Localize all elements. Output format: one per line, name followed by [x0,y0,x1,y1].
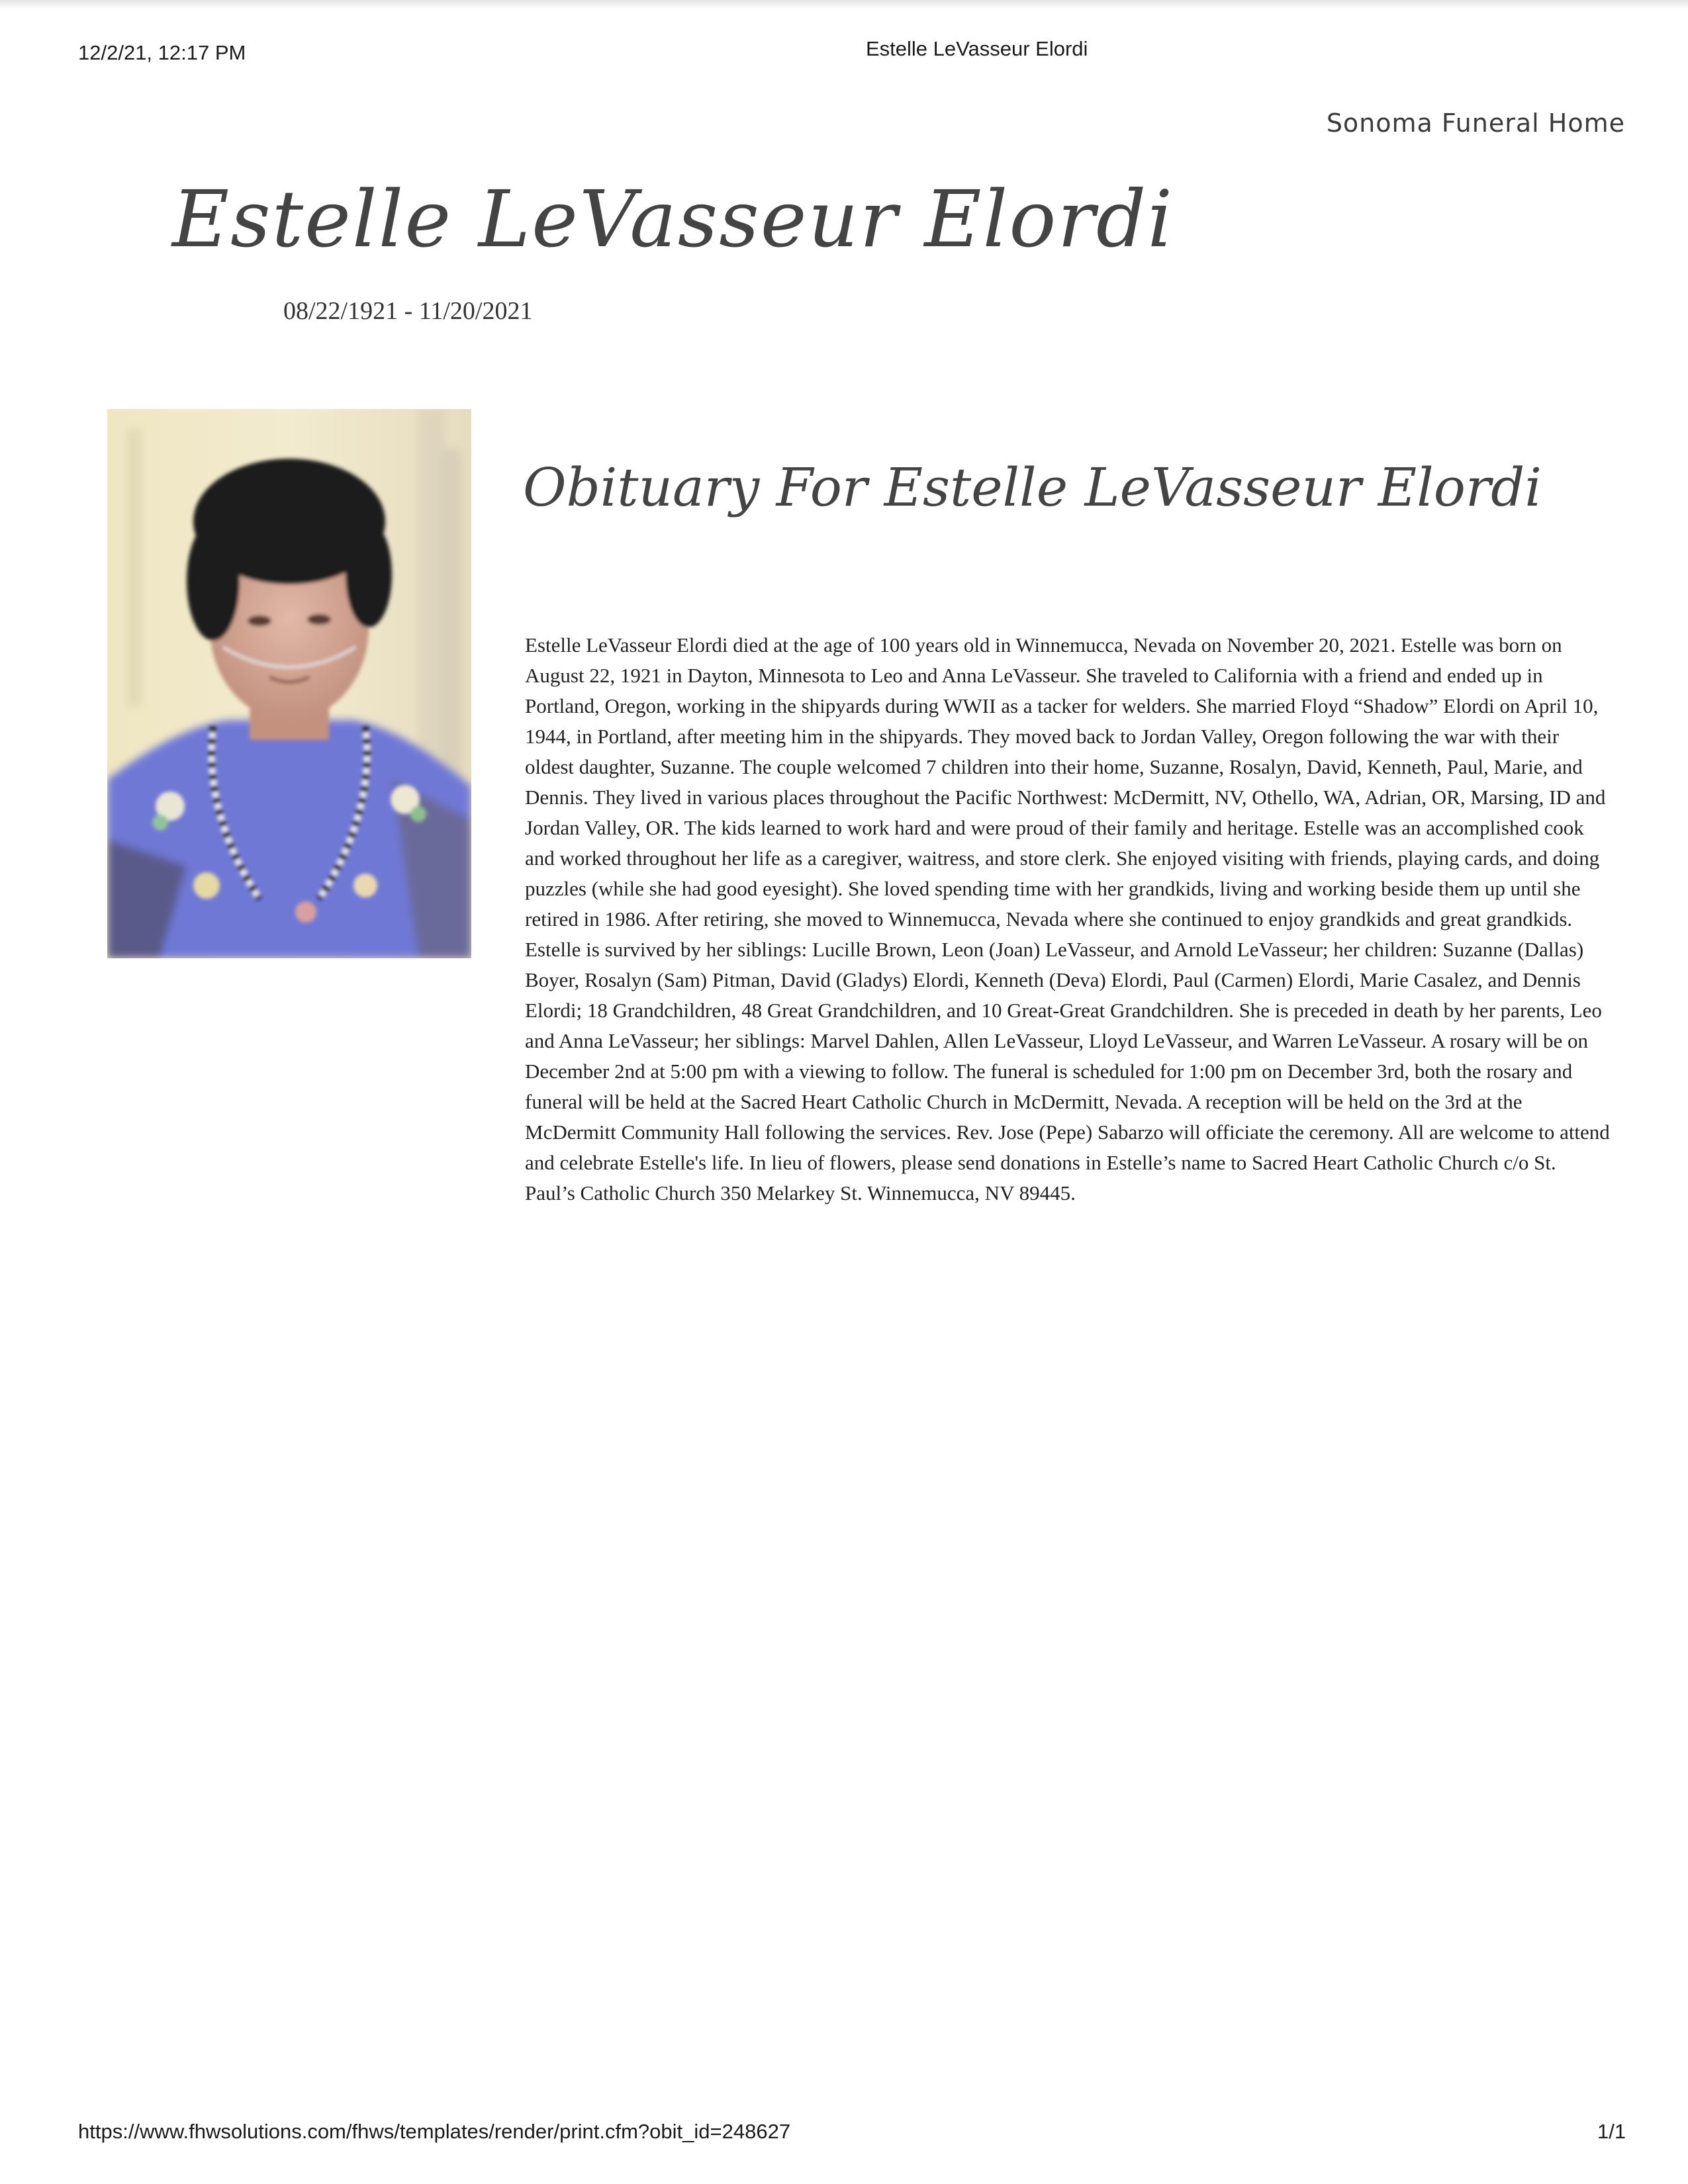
scan-edge [0,0,1688,9]
obituary-text: Estelle LeVasseur Elordi died at the age of 100 years old in Winnemucca, Nevada on November 20, 2021. Estelle was born on August 22, 1921 in Dayton, Minnesota to Leo and Anna LeVasseur. She traveled to California with a friend and ended up in Portland, Oregon, working in the shipyards during WWII as a tacker for welders. She married Floyd “Shadow” Elordi on April 10, 1944, in Portland, after meeting him in the shipyards. They moved back to Jordan Valley, Oregon following the war with their oldest daughter, Suzanne. The couple welcomed 7 children into their home, Suzanne, Rosalyn, David, Kenneth, Paul, Marie, and Dennis. They lived in various places throughout the Pacific Northwest: McDermitt, NV, Othello, WA, Adrian, OR, Marsing, ID and Jordan Valley, OR. The kids learned to work hard and were proud of their family and heritage. Estelle was an accomplished cook and worked throughout her life as a caregiver, waitress, and store clerk. She enjoyed visiting with friends, playing cards, and doing puzzles (while she had good eyesight). She loved spending time with her grandkids, living and working beside them up until she retired in 1986. After retiring, she moved to Winnemucca, Nevada where she continued to enjoy grandkids and great grandkids. Estelle is survived by her siblings: Lucille Brown, Leon (Joan) LeVasseur, and Arnold LeVasseur; her children: Suzanne (Dallas) Boyer, Rosalyn (Sam) Pitman, David (Gladys) Elordi, Kenneth (Deva) Elordi, Paul (Carmen) Elordi, Marie Casalez, and Dennis Elordi; 18 Grandchildren, 48 Great Grandchildren, and 10 Great-Great Grandchildren. She is preceded in death by her parents, Leo and Anna LeVasseur; her siblings: Marvel Dahlen, Allen LeVasseur, Lloyd LeVasseur, and Warren LeVasseur. A rosary will be on December 2nd at 5:00 pm with a viewing to follow. The funeral is scheduled for 1:00 pm on December 3rd, both the rosary and funeral will be held at the Sacred Heart Catholic Church in McDermitt, Nevada. A reception will be held on the 3rd at the McDermitt Community Hall following the services. Rev. Jose (Pepe) Sabarzo will officiate the ceremony. All are welcome to attend and celebrate Estelle's life. In lieu of flowers, please send donations in Estelle’s name to Sacred Heart Catholic Church c/o St. Paul’s Catholic Church 350 Melarkey St. Winnemucca, NV 89445. [525,633,1610,1205]
deceased-name-title: Estelle LeVasseur Elordi [172,173,1174,265]
portrait-photo [107,409,471,958]
portrait-photo-icon [107,409,471,958]
print-url: https://www.fhwsolutions.com/fhws/templates/render/print.cfm?obit_id=248627 [78,2120,791,2143]
funeral-home-brand[interactable]: Sonoma Funeral Home [1326,109,1625,138]
print-page-count: 1/1 [1597,2120,1626,2143]
obituary-heading: Obituary For Estelle LeVasseur Elordi [523,457,1542,518]
life-dates: 08/22/1921 - 11/20/2021 [283,297,533,325]
print-timestamp: 12/2/21, 12:17 PM [78,41,246,64]
print-page-title: Estelle LeVasseur Elordi [866,37,1088,60]
